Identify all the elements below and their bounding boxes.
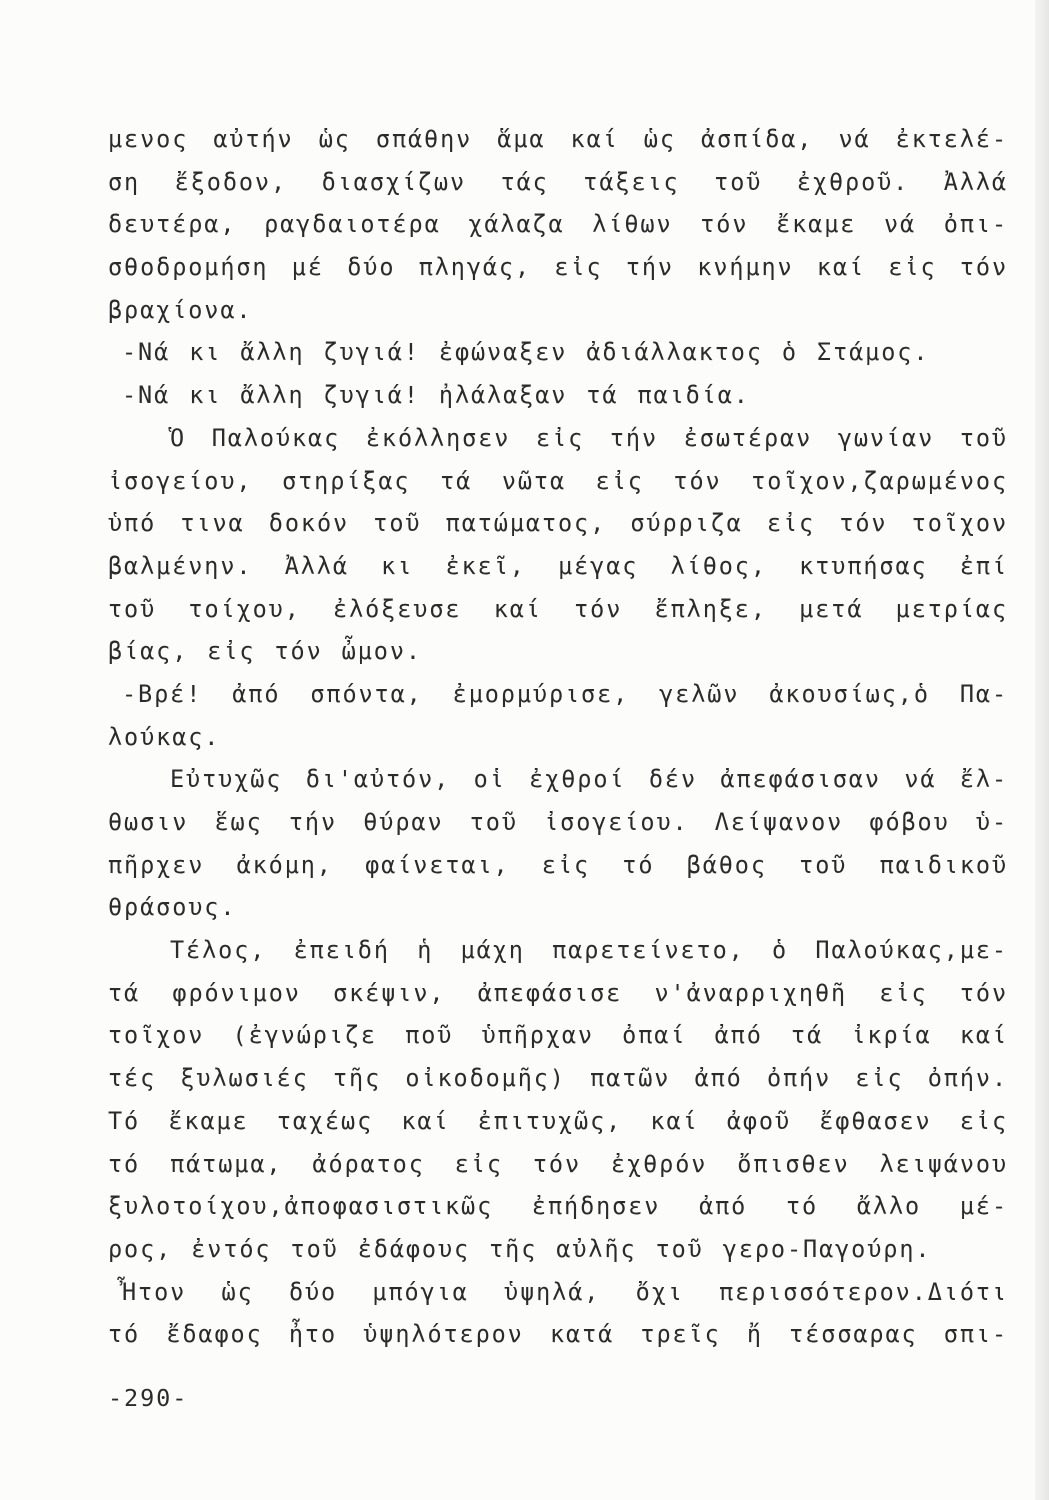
text-line: ση ἔξοδον, διασχίζων τάς τάξεις τοῦ ἐχθροῦ. Ἀλλά xyxy=(108,167,1008,196)
text-line: ξυλοτοίχου,ἀποφασιστικῶς ἐπήδησεν ἀπό τό ἄλλο μέ- xyxy=(108,1192,1008,1221)
text-line: Τέλος, ἐπειδή ἡ μάχη παρετείνετο, ὁ Παλούκας,με- xyxy=(170,936,1008,965)
text-line: βαλμένην. Ἀλλά κι ἐκεῖ, μέγας λίθος, κτυπήσας ἐπί xyxy=(108,551,1008,580)
text-line: τό πάτωμα, ἀόρατος εἰς τόν ἐχθρόν ὄπισθεν λειψάνου xyxy=(108,1149,1008,1178)
text-line: βίας, εἰς τόν ὦμον. xyxy=(108,637,422,666)
text-line: -Νά κι ἄλλη ζυγιά! ἠλάλαξαν τά παιδία. xyxy=(122,381,750,410)
text-line: -Νά κι ἄλλη ζυγιά! ἐφώναξεν ἀδιάλλακτος ὁ Στάμος. xyxy=(122,338,930,367)
text-line: Ἦτον ὡς δύο μπόγια ὑψηλά, ὄχι περισσότερον.Διότι xyxy=(122,1277,1008,1306)
text-line: ρος, ἐντός τοῦ ἐδάφους τῆς αὐλῆς τοῦ γερο-Παγούρη. xyxy=(108,1234,932,1263)
text-line: πῆρχεν ἀκόμη, φαίνεται, εἰς τό βάθος τοῦ παιδικοῦ xyxy=(108,850,1008,879)
text-line: Ὁ Παλούκας ἐκόλλησεν εἰς τήν ἐσωτέραν γωνίαν τοῦ xyxy=(170,423,1008,452)
page-number: -290- xyxy=(108,1384,189,1412)
text-line: δευτέρα, ραγδαιοτέρα χάλαζα λίθων τόν ἔκαμε νά ὀπι- xyxy=(108,210,1008,239)
page-edge xyxy=(1035,0,1049,1500)
text-line: Τό ἔκαμε ταχέως καί ἐπιτυχῶς, καί ἀφοῦ ἔφθασεν εἰς xyxy=(108,1106,1008,1135)
text-line: ὑπό τινα δοκόν τοῦ πατώματος, σύρριζα εἰς τόν τοῖχον xyxy=(108,509,1008,538)
text-line: θωσιν ἕως τήν θύραν τοῦ ἰσογείου. Λείψανον φόβου ὑ- xyxy=(108,808,1008,836)
text-line: λούκας. xyxy=(108,722,221,751)
text-line: τό ἔδαφος ἦτο ὑψηλότερον κατά τρεῖς ἤ τέσσαρας σπι- xyxy=(108,1320,1008,1349)
text-line: τοῖχον (ἐγνώριζε ποῦ ὑπῆρχαν ὀπαί ἀπό τά ἰκρία καί xyxy=(108,1021,1008,1050)
text-line: τά φρόνιμον σκέψιν, ἀπεφάσισε ν'ἀναρριχηθῆ εἰς τόν xyxy=(108,978,1008,1007)
text-line: τοῦ τοίχου, ἐλόξευσε καί τόν ἔπληξε, μετά μετρίας xyxy=(108,594,1008,623)
text-line: βραχίονα. xyxy=(108,295,253,324)
text-line: -Βρέ! ἀπό σπόντα, ἐμορμύρισε, γελῶν ἀκουσίως,ὁ Πα- xyxy=(122,679,1008,708)
text-line: σθοδρομήση μέ δύο πληγάς, εἰς τήν κνήμην καί εἰς τόν xyxy=(108,253,1008,282)
text-line: θράσους. xyxy=(108,893,237,922)
text-line: μενος αὐτήν ὡς σπάθην ἅμα καί ὡς ἀσπίδα, νά ἐκτελέ- xyxy=(108,125,1008,153)
body-text xyxy=(108,118,1008,1356)
text-line: ἰσογείου, στηρίξας τά νῶτα εἰς τόν τοῖχον,ζαρωμένος xyxy=(108,466,1008,495)
text-line: Εὐτυχῶς δι'αὐτόν, οἱ ἐχθροί δέν ἀπεφάσισαν νά ἔλ- xyxy=(170,765,1008,794)
text-line: τές ξυλωσιές τῆς οἰκοδομῆς) πατῶν ἀπό ὀπήν εἰς ὀπήν. xyxy=(108,1064,1008,1093)
